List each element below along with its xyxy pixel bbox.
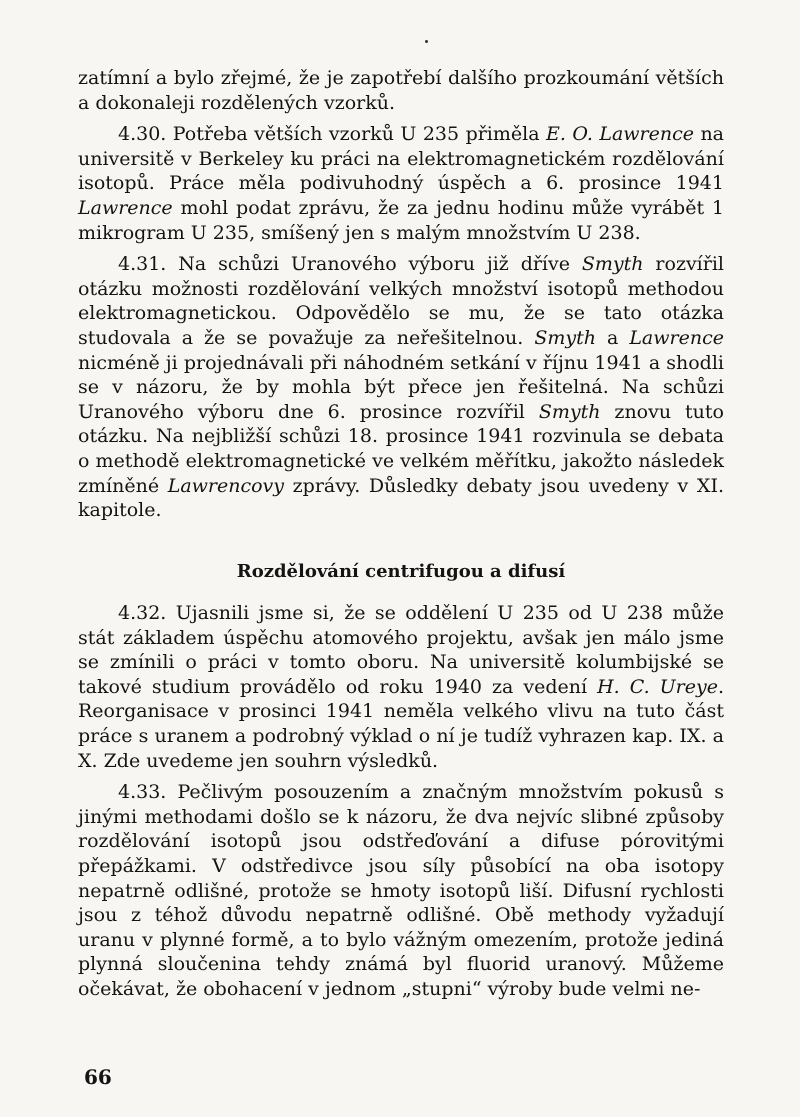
text-run: 4.30. Potřeba větších vzorků U 235 přiměla	[118, 123, 547, 146]
paragraph-4-31	[78, 252, 724, 523]
text-run: 4.33. Pečlivým posouzením a značným množstvím pokusů s jinými methodami došlo se k názoru, že dva nejvíc slibné způsoby rozdělování isotopů jsou odstřeďování a difuse pórovitými přepážkami. V odstředivce jsou síly působící na oba isotopy nepatrně odlišné, protože se hmoty isotopů liší. Difusní rychlosti jsou z téhož důvodu nepatrně odlišné. Obě methody vyžadují uranu v plynné formě, a to bylo vážným omezením, protože jediná plynná sloučenina tehdy známá byl fluorid uranový. Můžeme očekávat, že obohacení v jednom „stupni“ výroby bude velmi ne-	[78, 781, 724, 1000]
paragraph-continuation: zatímní a bylo zřejmé, že je zapotřebí dalšího prozkoumání větších a dokonaleji rozdělených vzorků.	[78, 67, 724, 114]
italic-name: Smyth	[534, 326, 596, 349]
italic-name: Lawrence	[629, 326, 724, 349]
text-run: mohl podat zprávu, že za jednu hodinu může vyrábět 1 mikrogram U 235, smíšený jen s malým množstvím U 238.	[78, 196, 724, 244]
paragraph-4-32	[78, 601, 724, 773]
paragraph-4-33	[78, 780, 724, 1001]
text-run: nicméně ji projednávali při náhodném setkání v říjnu 1941 a shodli se v názoru, že by mohla být přece jen řešitelná. Na schůzi Uranového výboru dne 6. prosince rozvířil	[78, 351, 724, 423]
italic-name: E. O. Lawrence	[546, 123, 694, 146]
text-block-bottom	[78, 601, 724, 1002]
text-run: znovu tuto otázku. Na nejbližší schůzi 18. prosince 1941 rozvinula se debata o methodě elektromagnetické ve velkém měřítku, jakožto následek zmíněné	[78, 400, 724, 497]
print-speck	[425, 40, 428, 43]
text-run: zprávy. Důsledky debaty jsou uvedeny v XI. kapitole.	[78, 474, 724, 522]
italic-name: Smyth	[538, 400, 601, 423]
text-run: 4.31. Na schůzi Uranového výboru již dříve	[118, 253, 582, 276]
text-run: na universitě v Berkeley ku práci na elektromagnetickém rozdělování isotopů. Práce měla podivuhodný úspěch a 6. prosince 1941	[78, 123, 725, 195]
section-heading: Rozdělování centrifugou a difusí	[236, 561, 566, 582]
page-number: 66	[84, 1065, 112, 1089]
paragraph-4-30	[78, 122, 724, 245]
italic-name: Smyth	[581, 253, 644, 276]
italic-name: Lawrencovy	[167, 474, 285, 497]
text-block-top	[78, 66, 724, 523]
italic-name: Lawrence	[78, 196, 173, 219]
italic-name: H. C. Ureye	[597, 675, 718, 698]
text-run: rozvířil otázku možnosti rozdělování velkých množství isotopů methodou elektromagnetickou. Odpovědělo se mu, že se tato otázka studovala a že se považuje za neřešitelnou.	[78, 253, 724, 349]
text-run: a	[595, 326, 630, 349]
text-run: . Reorganisace v prosinci 1941 neměla velkého vlivu na tuto část práce s uranem a podrobný výklad o ní je tudíž vyhrazen kap. IX. a X. Zde uvedeme jen souhrn výsledků.	[78, 675, 725, 772]
text-run: 4.32. Ujasnili jsme si, že se oddělení U 235 od U 238 může stát základem úspěchu atomového projektu, avšak jen málo jsme se zmínili o práci v tomto oboru. Na universitě kolumbijské se takové studium provádělo od roku 1940 za vedení	[78, 602, 724, 698]
